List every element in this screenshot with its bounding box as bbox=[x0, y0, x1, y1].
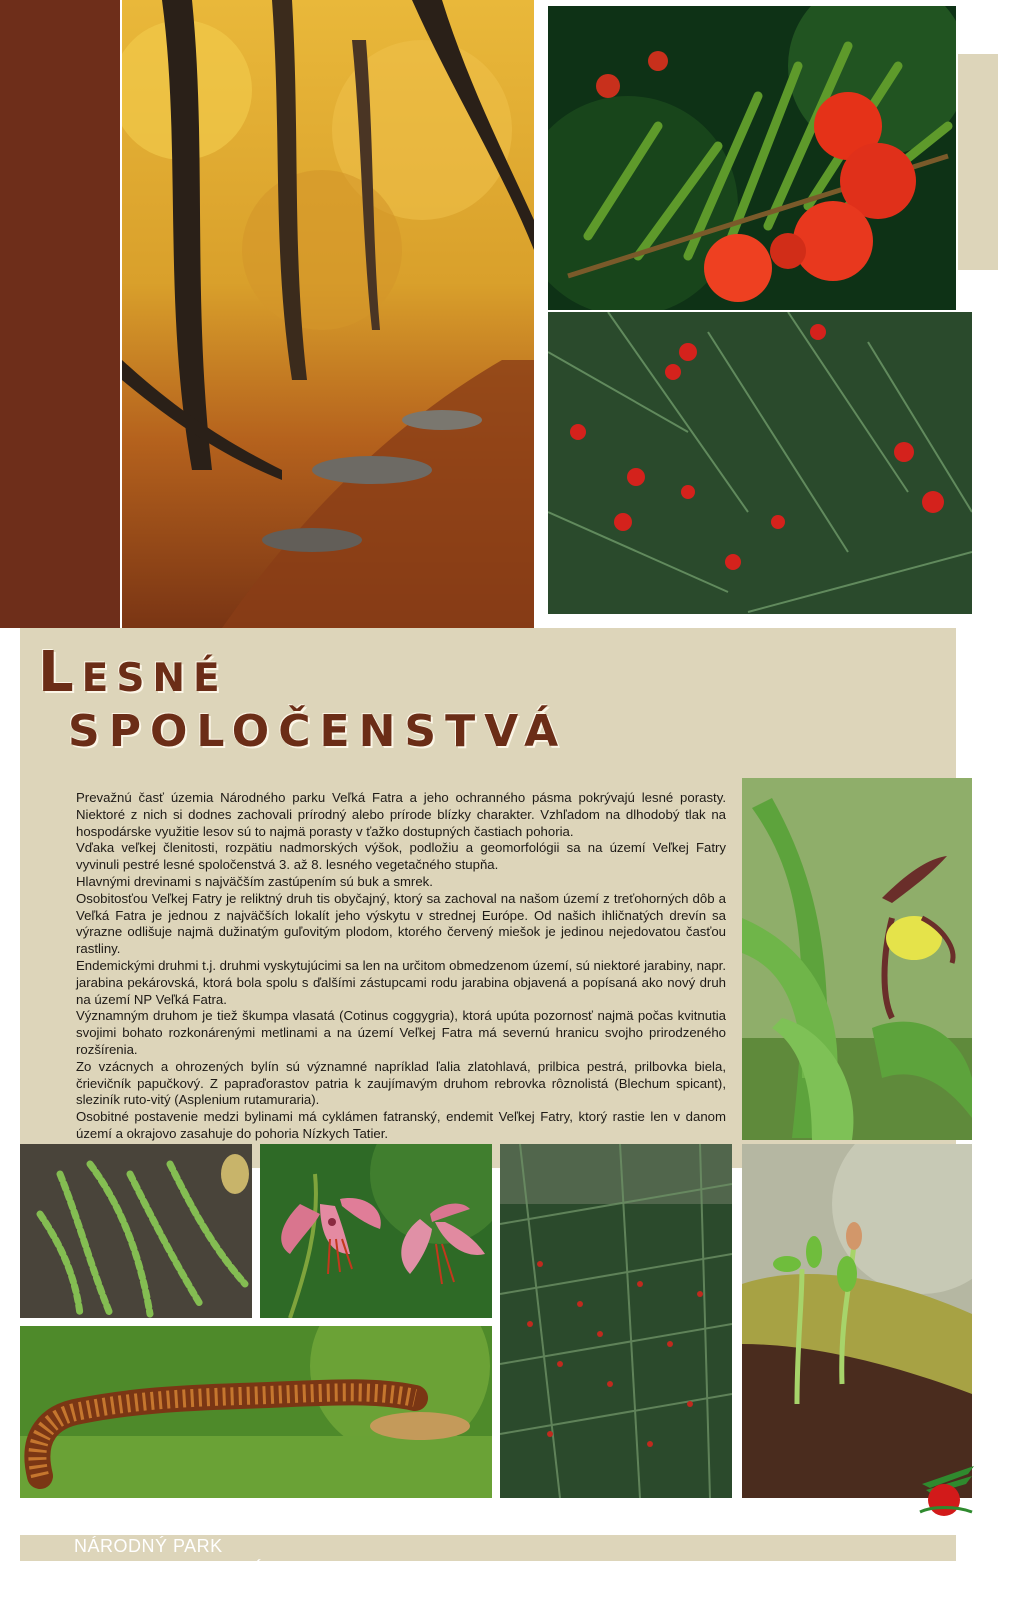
paragraph: Významným druhom je tiež škumpa vlasatá (Cotinus coggygria), ktorá upúta pozornosť najmä počas kvitnutia svojimi bohato rozkonárenými metlinami a na území Veľkej Fatra má severnú hranicu svojho prirodzeného rozšírenia. bbox=[76, 1008, 726, 1057]
photo-ladys-slipper-orchid bbox=[742, 778, 972, 1140]
title-line-1: Lesné bbox=[38, 640, 228, 705]
footer-national-park: NÁRODNÝ PARK bbox=[74, 1536, 223, 1556]
title-line-2: SPOLOČENSTVÁ bbox=[68, 706, 568, 757]
paragraph: Endemickými druhmi t.j. druhmi vyskytujúcimi sa len na určitom obmedzenom území, sú niektoré jarabiny, napr. jarabina pekárovská, ktorá bola spolu s ďalšími zástupcami rodu jarabina objavená a popísaná ako nový druh na území NP Veľká Fatra. bbox=[76, 957, 726, 1007]
page-title bbox=[38, 640, 738, 770]
photo-autumn-beech-forest bbox=[122, 0, 534, 628]
paragraph: Osobitosťou Veľkej Fatry je reliktný druh tis obyčajný, ktorý sa zachoval na našom území z treťohorných dôb a Veľká Fatra je jednou z najväčších lokalít jeho výskytu v strednej Európe. Od našich ihličnatých drevín sa výrazne odlišuje najmä dužinatým guľovitým plodom, ktorého červený miešok je jedinou nejedovatou časťou rastliny. bbox=[76, 890, 726, 957]
paragraph: Hlavnými drevinami s najväčším zastúpením sú buk a smrek. bbox=[76, 873, 433, 889]
national-park-logo bbox=[912, 1462, 980, 1522]
paragraph: Zo vzácnych a ohrozených bylín sú významné napríklad ľalia zlatohlavá, prilbica pestrá, prilbovka biela, črievičník papučkový. Z papraďorastov patria k zaujímavým druhom rebrovka rôznolistá (Blechum spicant), sleziník ruto-vitý (Asplenium rutamuraria). bbox=[76, 1058, 726, 1108]
photo-yew-berries-closeup bbox=[548, 6, 956, 310]
photo-turks-cap-lily bbox=[260, 1144, 492, 1318]
photo-seedlings bbox=[742, 1144, 972, 1498]
brown-side-bar bbox=[0, 0, 120, 628]
body-text bbox=[76, 790, 726, 1143]
photo-millipede-on-moss bbox=[20, 1326, 492, 1498]
beige-accent-strip bbox=[958, 54, 998, 270]
paragraph: Prevažnú časť územia Národného parku Veľká Fatra a jeho ochranného pásma pokrývajú lesné porasty. Niektoré z nich si dodnes zachovali prírodný alebo prírode blízky charakter. Vzhľadom na dlhodobý tlak na hospodárske využitie lesov sú to najmä porasty v ťažko dostupných častiach pohoria. bbox=[76, 790, 726, 839]
photo-fern-asplenium bbox=[20, 1144, 252, 1318]
photo-yew-branches bbox=[548, 312, 972, 614]
paragraph: Osobitné postavenie medzi bylinami má cyklámen fatranský, endemit Veľkej Fatry, ktorý rastie len v danom území a okrajovo zasahuje do pohoria Nízkych Tatier. bbox=[76, 1109, 726, 1141]
paragraph: Vďaka veľkej členitosti, rozpätiu nadmorských výšok, podložiu a geomorfológii sa na území Veľkej Fatry vyvinuli pestré lesné spoločenstvá 3. až 8. lesného vegetačného stupňa. bbox=[76, 840, 726, 873]
photo-yew-tree bbox=[500, 1144, 732, 1498]
footer-velka-fatra: VEĽKÁ FATRA bbox=[198, 1560, 337, 1582]
